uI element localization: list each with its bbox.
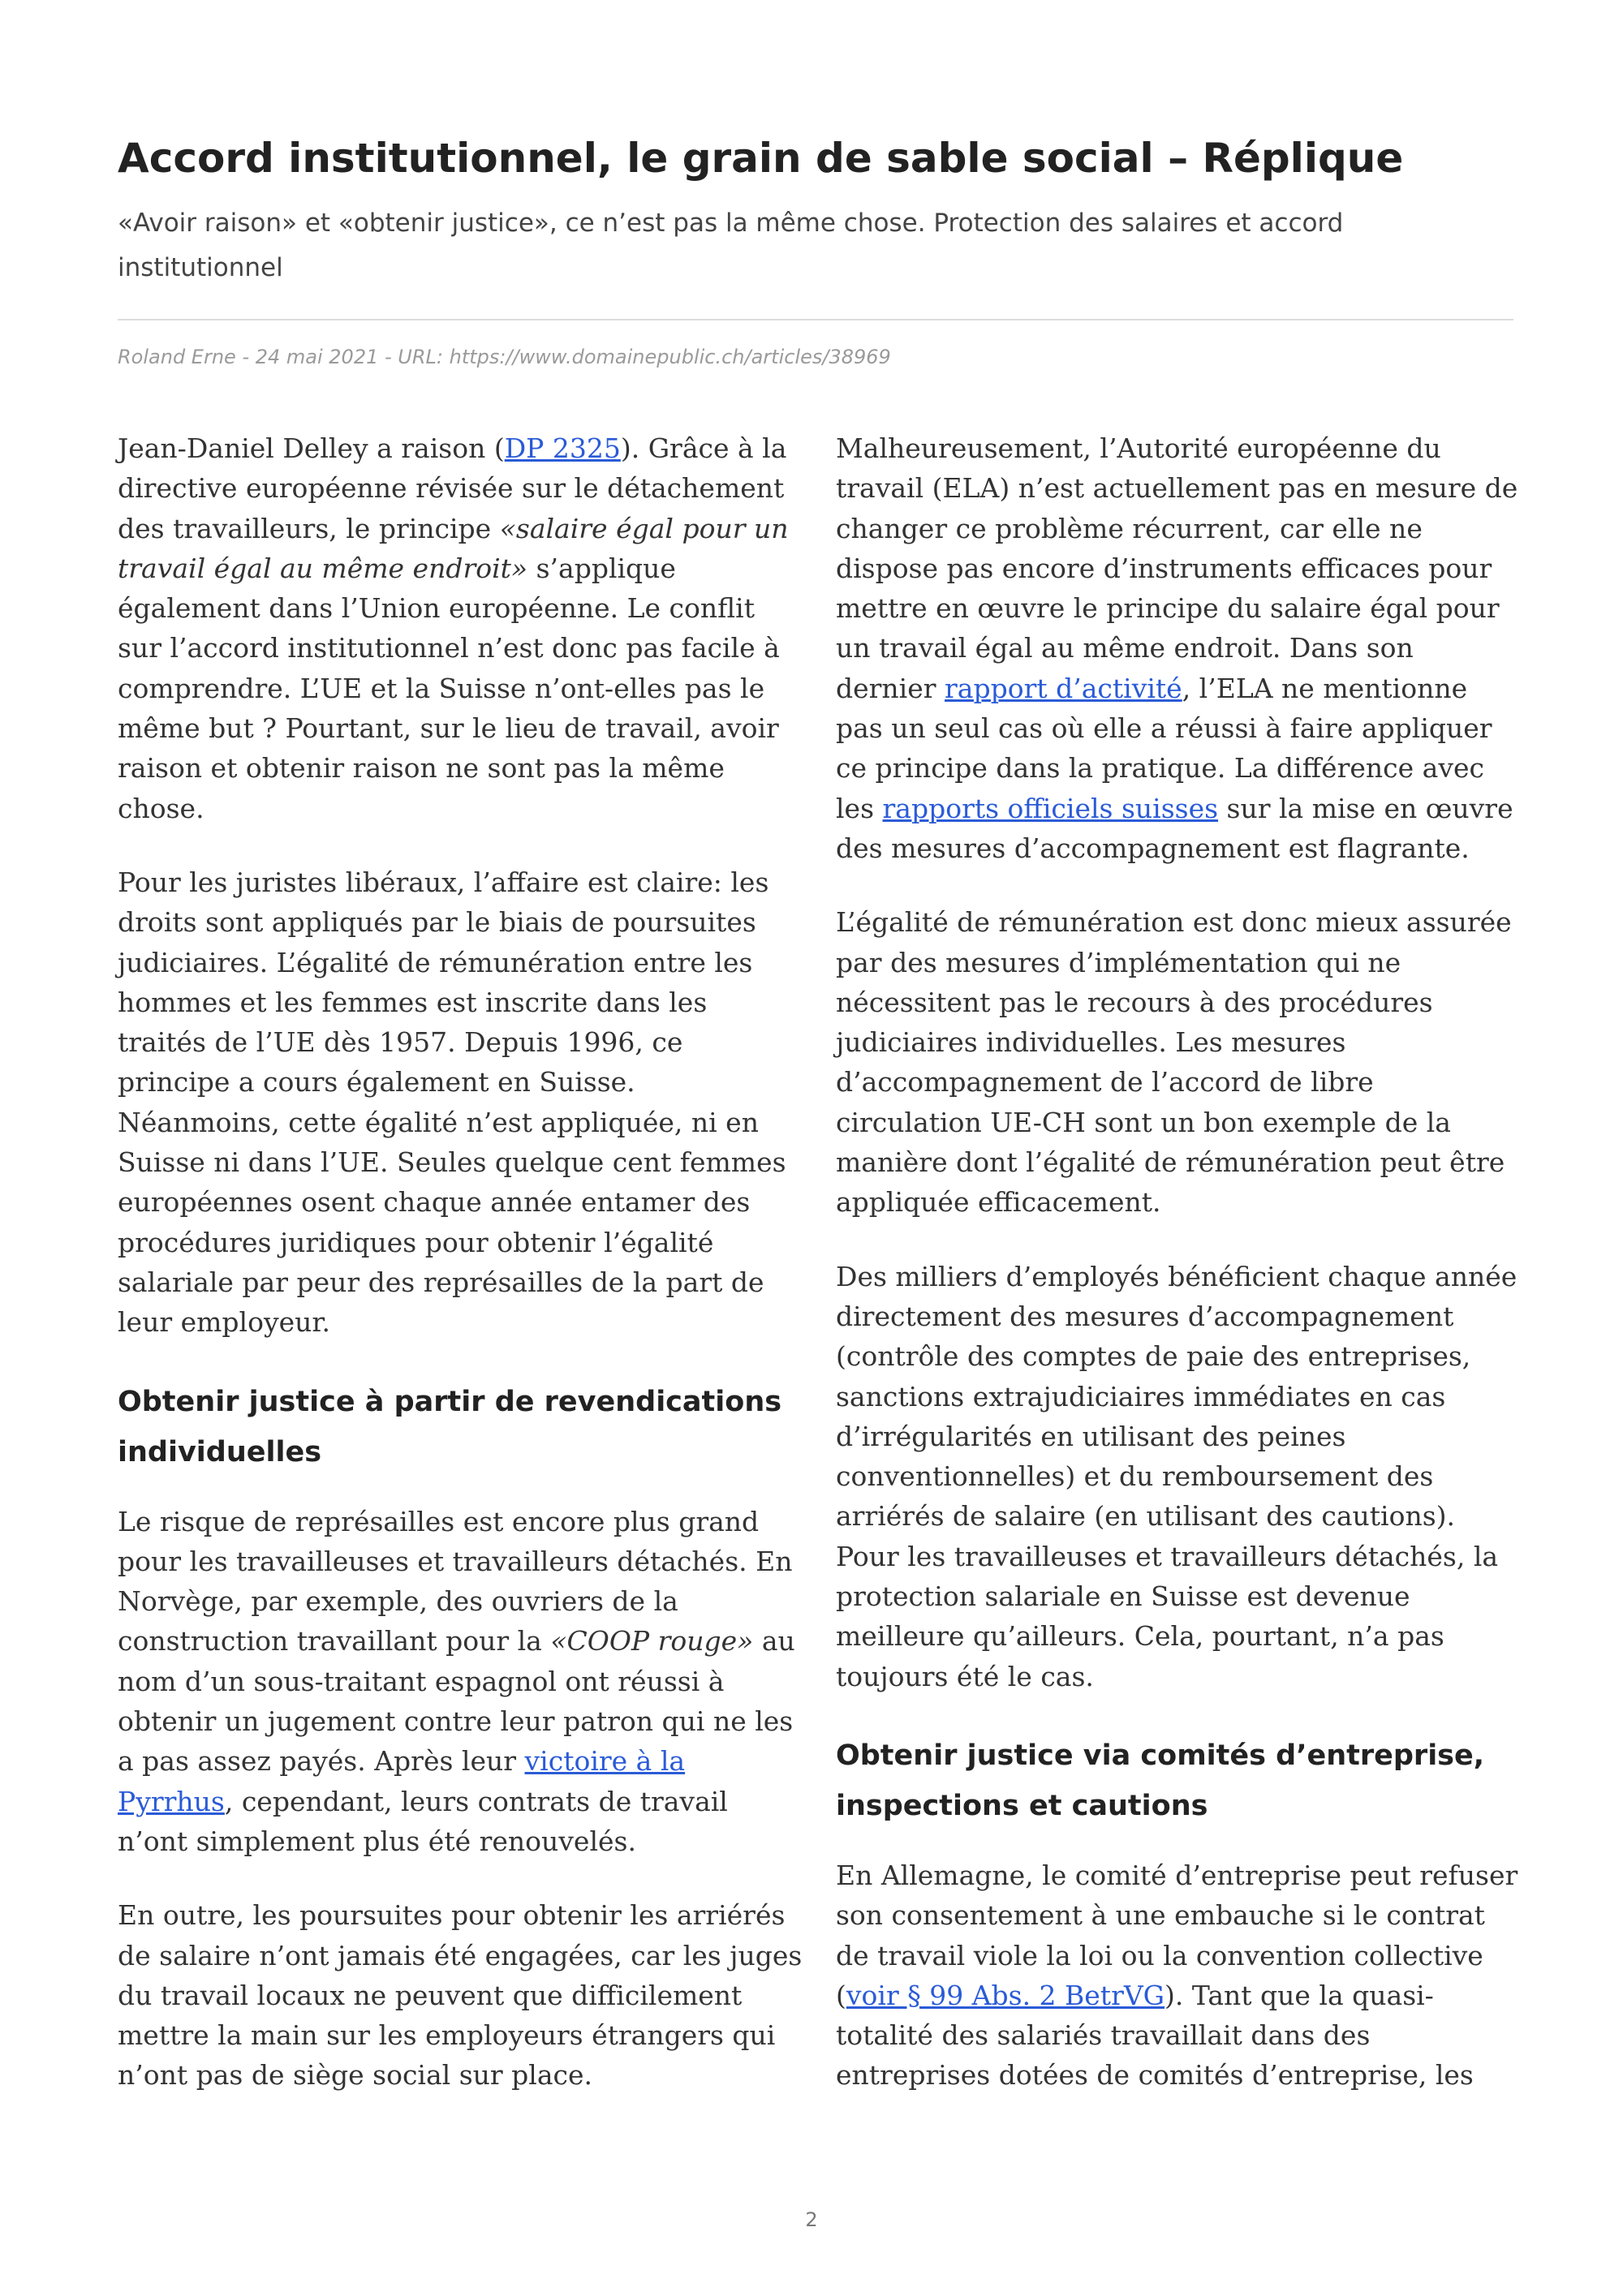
article-meta: Roland Erne - 24 mai 2021 - URL: https://www.domainepublic.ch/articles/38969 [118,346,891,368]
text-span: s’applique également dans l’Union européenne. Le conflit sur l’accord institutionnel n’est donc pas facile à comprendre. L’UE et la Suisse n’ont-elles pas le même but ? Pourtant, sur le lieu de travail, avoir raison et obtenir raison ne sont pas la même chose. [118,552,780,824]
quote-emphasis: «COOP rouge» [550,1625,754,1658]
header-divider [118,319,1513,320]
text-span: Jean-Daniel Delley a raison ( [118,432,505,464]
text-span: , cependant, leurs contrats de travail n’ont simplement plus été renouvelés. [118,1785,728,1857]
text-span: Malheureusement, l’Autorité européenne du travail (ELA) n’est actuellement pas en mesure de changer ce problème récurrent, car elle ne dispose pas encore d’instruments efficaces pour mettre en œuvre le principe du salaire égal pour un travail égal au même endroit. Dans son dernier [836,432,1518,704]
text-span: En Allemagne, le comité d’entreprise peut refuser son consentement à une embauche si le contrat de travail viole la loi ou la convention collective ( [836,1859,1518,2011]
paragraph [836,1855,1522,2096]
text-span: , l’ELA ne mentionne pas un seul cas où elle a réussi à faire appliquer ce principe dans la pratique. La différence avec les [836,672,1492,824]
link-rapports-officiels[interactable]: rapports officiels suisses [882,792,1219,824]
paragraph [836,428,1522,868]
article-title: Accord institutionnel, le grain de sable social – Réplique [118,135,1404,182]
text-span: ). Grâce à la directive européenne révisée sur le détachement des travailleurs, le principe [118,432,787,544]
right-column [836,428,1522,2130]
left-column [118,428,803,2130]
page-number: 2 [805,2208,818,2231]
paragraph [118,1502,803,1862]
link-victoire-pyrrhus[interactable]: victoire à la Pyrrhus [118,1745,686,1817]
paragraph: Pour les juristes libéraux, l’affaire est claire: les droits sont appliqués par le biais de poursuites judiciaires. L’égalité de rémunération entre les hommes et les femmes est inscrite dans les traités de l’UE dès 1957. Depuis 1996, ce principe a cours également en Suisse. Néanmoins, cette égalité n’est appliquée, ni en Suisse ni dans l’UE. Seules quelque cent femmes européennes osent chaque année entamer des procédures juridiques pour obtenir l’égalité salariale par peur des représailles de la part de leur employeur. [118,866,786,1339]
text-span: au nom d’un sous-traitant espagnol ont réussi à obtenir un jugement contre leur patron qui ne les a pas assez payés. Après leur [118,1625,795,1778]
paragraph [118,428,803,828]
paragraph: Des milliers d’employés bénéficient chaque année directement des mesures d’accompagnement (contrôle des comptes de paie des entreprises, sanctions extrajudiciaires immédiates en cas d’irrégularités en utilisant des peines conventionnelles) et du remboursement des arriérés de salaire (en utilisant des cautions). Pour les travailleuses et travailleurs détachés, la protection salariale en Suisse est devenue meilleure qu’ailleurs. Cela, pourtant, n’a pas toujours été le cas. [836,1260,1518,1692]
section-heading: Obtenir justice via comités d’entreprise, inspections et cautions [836,1739,1485,1822]
article-subtitle: «Avoir raison» et «obtenir justice», ce n’est pas la même chose. Protection des salaires et accord institutionnel [118,209,1344,282]
link-betrvg[interactable]: voir § 99 Abs. 2 BetrVG [846,1979,1165,2011]
paragraph: L’égalité de rémunération est donc mieux assurée par des mesures d’implémentation qui ne nécessitent pas le recours à des procédures judiciaires individuelles. Les mesures d’accompagnement de l’accord de libre circulation UE-CH sont un bon exemple de la manière dont l’égalité de rémunération peut être appliquée efficacement. [836,906,1512,1219]
paragraph: En outre, les poursuites pour obtenir les arriérés de salaire n’ont jamais été engagées, car les juges du travail locaux ne peuvent que difficilement mettre la main sur les employeurs étrangers qui n’ont pas de siège social sur place. [118,1899,803,2092]
text-span: ). Tant que la quasi-totalité des salariés travaillait dans des entreprises dotées de comités d’entreprise, les [836,1979,1474,2092]
text-span: Le risque de représailles est encore plus grand pour les travailleuses et travailleurs détachés. En Norvège, par exemple, des ouvriers de la construction travaillant pour la [118,1505,793,1658]
text-span: sur la mise en œuvre des mesures d’accompagnement est flagrante. [836,792,1513,864]
section-heading: Obtenir justice à partir de revendications individuelles [118,1385,782,1468]
link-dp-2325[interactable]: DP 2325 [504,432,621,464]
quote-emphasis: «salaire égal pour un travail égal au même endroit» [118,512,789,584]
link-rapport-activite[interactable]: rapport d’activité [945,672,1182,704]
